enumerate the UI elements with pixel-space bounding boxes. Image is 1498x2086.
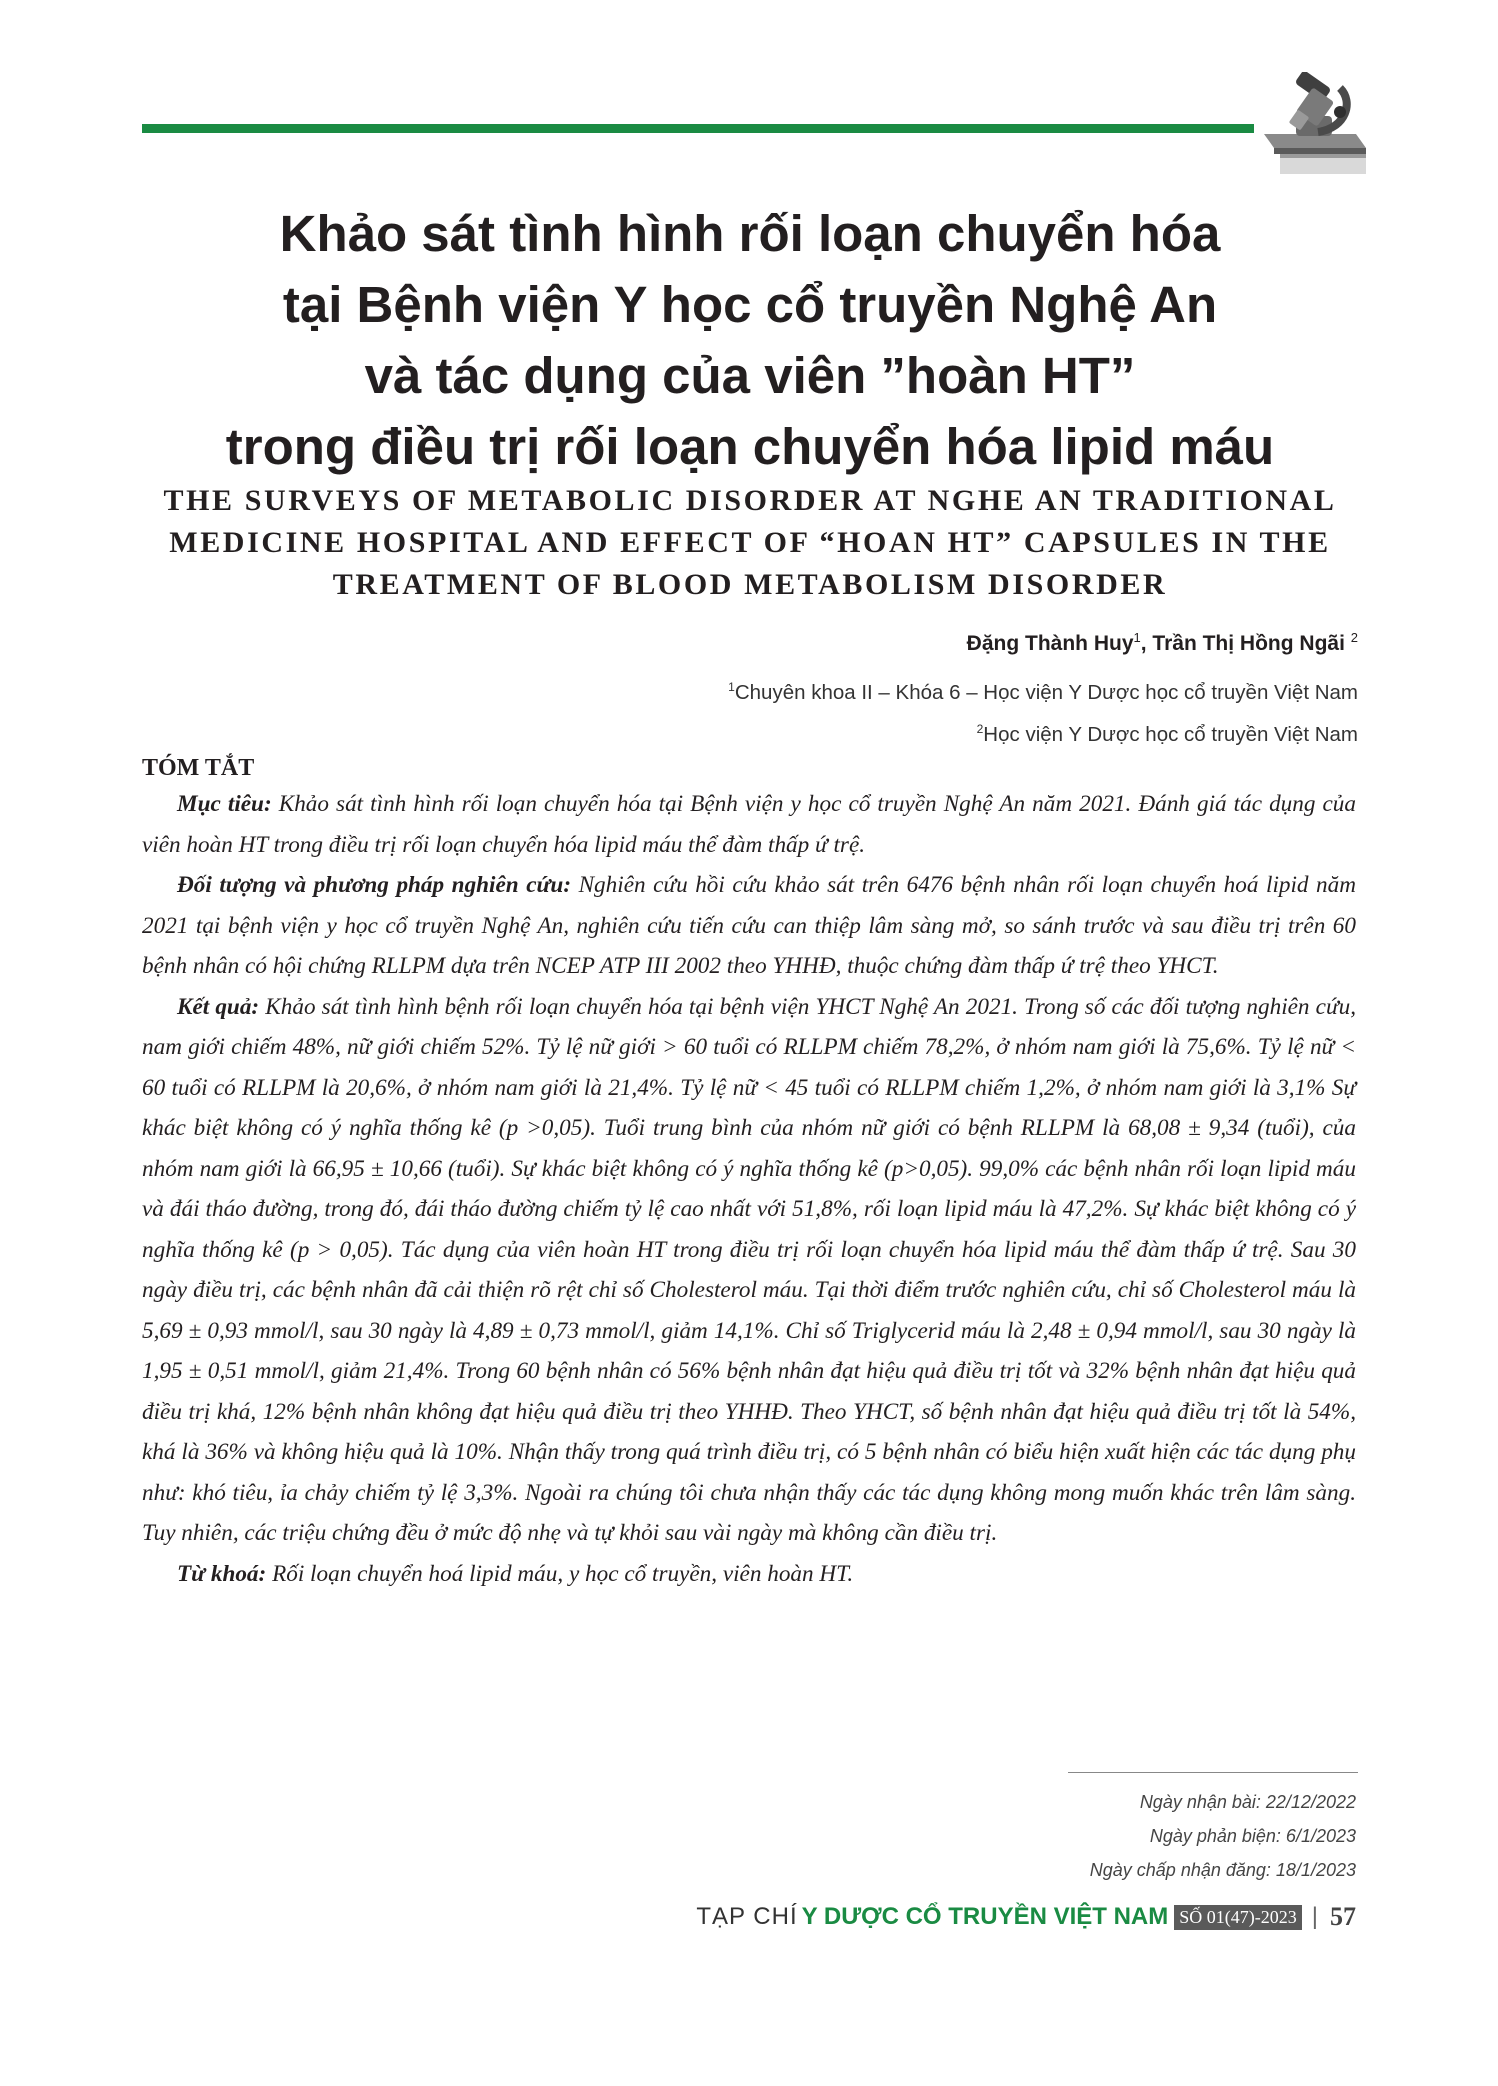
english-title-line: MEDICINE HOSPITAL AND EFFECT OF “HOAN HT” CAPSULES IN THE — [169, 526, 1331, 559]
title-line: Khảo sát tình hình rối loạn chuyển hóa — [279, 205, 1221, 262]
abstract-paragraph — [142, 1554, 1356, 1595]
author-sup: 2 — [1350, 630, 1358, 645]
accepted-date: Ngày chấp nhận đăng: 18/1/2023 — [1089, 1860, 1356, 1880]
affiliation — [977, 722, 1358, 747]
english-title — [150, 480, 1350, 606]
issue-badge: SỐ 01(47)-2023 — [1174, 1905, 1302, 1930]
affiliation-sup: 1 — [728, 680, 735, 694]
received-date: Ngày nhận bài: 22/12/2022 — [1139, 1792, 1356, 1812]
affiliation-sup: 2 — [976, 722, 984, 736]
author-name: Trần Thị Hồng Ngãi — [1152, 632, 1345, 655]
journal-name: Y DƯỢC CỔ TRUYỀN VIỆT NAM — [801, 1903, 1169, 1930]
footer-separator: | — [1311, 1903, 1318, 1930]
abstract-heading: TÓM TẮT — [142, 755, 255, 781]
page-number: 57 — [1330, 1902, 1356, 1931]
journal-prefix: TẠP CHÍ — [696, 1903, 798, 1930]
abstract-body — [142, 784, 1356, 1594]
title-line: và tác dụng của viên ”hoàn HT” — [364, 347, 1136, 404]
abstract-paragraph — [142, 865, 1356, 987]
article-title — [150, 198, 1350, 482]
author-sup: 1 — [1133, 630, 1141, 645]
author-list: Đặng Thành Huy$^1$, Trần Thị Hồng Ngãi $^2$ — [966, 630, 1358, 655]
header-rule — [142, 124, 1254, 133]
affiliation — [728, 680, 1358, 705]
title-line: tại Bệnh viện Y học cổ truyền Nghệ An — [282, 276, 1218, 333]
page-footer — [696, 1902, 1356, 1932]
paragraph-text: Khảo sát tình hình bệnh rối loạn chuyển hóa tại bệnh viện YHCT Nghệ An 2021. Trong số các đối tượng nghiên cứu, nam giới chiếm 48%, nữ giới chiếm 52%. Tỷ lệ nữ giới > 60 tuổi có RLLPM chiếm 78,2%, ở nhóm nam giới là 75,6%. Tỷ lệ nữ < 60 tuổi có RLLPM là 20,6%, ở nhóm nam giới là 21,4%. Tỷ lệ nữ < 45 tuổi có RLLPM chiếm 1,2%, ở nhóm nam giới là 3,1% Sự khác biệt không có ý nghĩa thống kê (p >0,05). Tuổi trung bình của nhóm nữ giới có bệnh RLLPM là 68,08 ± 9,34 (tuổi), của nhóm nam giới là 66,95 ± 10,66 (tuổi). Sự khác biệt không có ý nghĩa thống kê (p>0,05). 99,0% các bệnh nhân rối loạn lipid máu và đái tháo đường, trong đó, đái tháo đường chiếm tỷ lệ cao nhất với 51,8%, rối loạn lipid máu là 47,2%. Sự khác biệt không có ý nghĩa thống kê (p > 0,05). Tác dụng của viên hoàn HT trong điều trị rối loạn chuyển hóa lipid máu thể đàm thấp ứ trệ. Sau 30 ngày điều trị, các bệnh nhân đã cải thiện rõ rệt chỉ số Cholesterol máu. Tại thời điểm trước nghiên cứu, chỉ số Cholesterol máu là 5,69 ± 0,93 mmol/l, sau 30 ngày là 4,89 ± 0,73 mmol/l, giảm 14,1%. Chỉ số Triglycerid máu là 2,48 ± 0,94 mmol/l, sau 30 ngày là 1,95 ± 0,51 mmol/l, giảm 21,4%. Trong 60 bệnh nhân có 56% bệnh nhân đạt hiệu quả điều trị tốt và 32% bệnh nhân đạt hiệu quả điều trị khá, 12% bệnh nhân không đạt hiệu quả điều trị theo YHHĐ. Theo YHCT, số bệnh nhân đạt hiệu quả điều trị tốt là 54%, khá là 36% và không hiệu quả là 10%. Nhận thấy trong quá trình điều trị, có 5 bệnh nhân có biểu hiện xuất hiện các tác dụng phụ như: khó tiêu, ỉa chảy chiếm tỷ lệ 3,3%. Ngoài ra chúng tôi chưa nhận thấy các tác dụng không mong muốn khác trên lâm sàng. Tuy nhiên, các triệu chứng đều ở mức độ nhẹ và tự khỏi sau vài ngày mà không cần điều trị. — [142, 993, 1356, 1546]
paragraph-text: Nghiên cứu hồi cứu khảo sát trên 6476 bệnh nhân rối loạn chuyển hoá lipid năm 2021 tại bệnh viện y học cổ truyền Nghệ An, nghiên cứu tiến cứu can thiệp lâm sàng mở, so sánh trước và sau điều trị trên 60 bệnh nhân có hội chứng RLLPM dựa trên NCEP ATP III 2002 theo YHHĐ, thuộc chứng đàm thấp ứ trệ theo YHCT. — [142, 872, 1356, 979]
microscope-icon — [1256, 72, 1368, 178]
paragraph-label: Kết quả: — [177, 993, 260, 1020]
paragraph-text: Khảo sát tình hình rối loạn chuyển hóa tại Bệnh viện y học cổ truyền Nghệ An năm 2021. Đánh giá tác dụng của viên hoàn HT trong điều trị rối loạn chuyển hóa lipid máu thể đàm thấp ứ trệ. — [142, 791, 1356, 858]
paragraph-label: Từ khoá: — [177, 1560, 267, 1587]
english-title-line: THE SURVEYS OF METABOLIC DISORDER AT NGHE AN TRADITIONAL — [163, 484, 1337, 517]
english-title-line: TREATMENT OF BLOOD METABOLISM DISORDER — [332, 568, 1168, 601]
affiliation-text: Học viện Y Dược học cổ truyền Việt Nam — [983, 722, 1358, 746]
review-date: Ngày phản biện: 6/1/2023 — [1149, 1826, 1356, 1846]
paragraph-label: Mục tiêu: — [177, 791, 272, 817]
paragraph-text: Rối loạn chuyển hoá lipid máu, y học cổ truyền, viên hoàn HT. — [266, 1560, 854, 1587]
title-line: trong điều trị rối loạn chuyển hóa lipid máu — [225, 418, 1275, 475]
affiliation-text: Chuyên khoa II – Khóa 6 – Học viện Y Dược học cổ truyền Việt Nam — [734, 680, 1358, 704]
paragraph-label: Đối tượng và phương pháp nghiên cứu: — [177, 872, 572, 898]
dates-divider — [1068, 1772, 1358, 1773]
abstract-paragraph — [142, 987, 1356, 1554]
abstract-paragraph — [142, 784, 1356, 865]
author-name: Đặng Thành Huy — [966, 632, 1134, 655]
